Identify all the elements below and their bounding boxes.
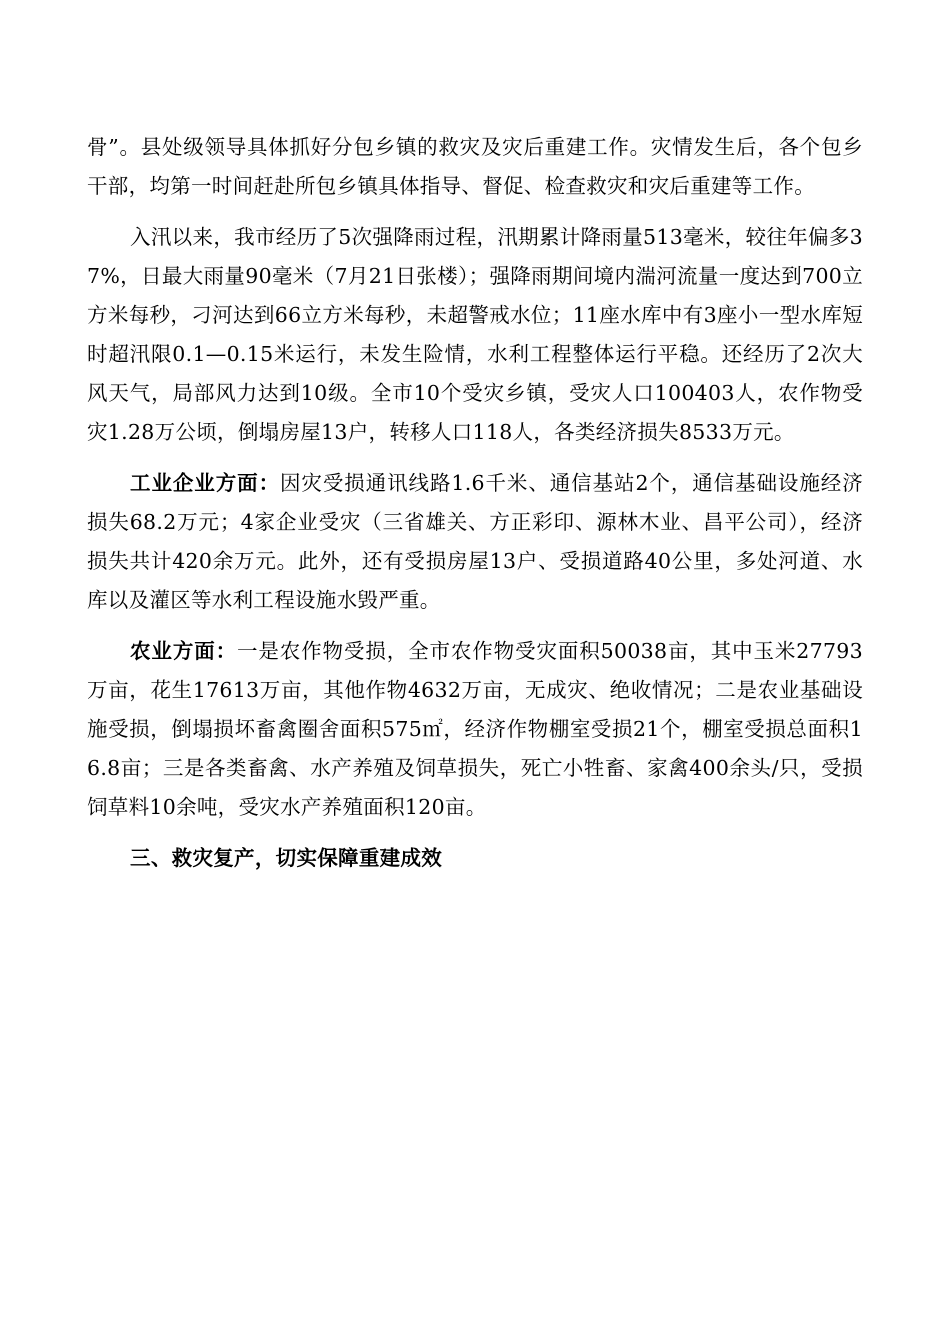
paragraph-rainfall-summary: 入汛以来，我市经历了5次强降雨过程，汛期累计降雨量513毫米，较往年偏多37%，日最大雨量90毫米（7月21日张楼）；强降雨期间境内湍河流量一度达到700立方米每秒，刁河达到66立方米每秒，未超警戒水位；11座水库中有3座小一型水库短时超汛限0.1—0.15米运行，未发生险情，水利工程整体运行平稳。还经历了2次大风天气，局部风力达到10级。全市10个受灾乡镇，受灾人口100403人，农作物受灾1.28万公顷，倒塌房屋13户，转移人口118人，各类经济损失8533万元。 [87,225,863,444]
agriculture-text: 一是农作物受损，全市农作物受灾面积50038亩，其中玉米27793万亩，花生17613万亩，其他作物4632万亩，无成灾、绝收情况；二是农业基础设施受损，倒塌损坏畜禽圈舍面积575㎡，经济作物棚室受损21个，棚室受损总面积16.8亩；三是各类畜禽、水产养殖及饲草损失，死亡小牲畜、家禽400余头/只，受损饲草料10余吨，受灾水产养殖面积120亩。 [87,639,863,819]
document-page [87,128,863,878]
paragraph-leadership: 骨”。县处级领导具体抓好分包乡镇的救灾及灾后重建工作。灾情发生后，各个包乡干部，均第一时间赶赴所包乡镇具体指导、督促、检查救灾和灾后重建等工作。 [87,135,863,198]
agriculture-label: 农业方面： [130,639,237,663]
industry-label: 工业企业方面： [130,471,280,495]
paragraph-industry [87,464,863,620]
section-heading: 三、救灾复产，切实保障重建成效 [130,846,443,870]
paragraph-agriculture [87,632,863,827]
industry-text: 因灾受损通讯线路1.6千米、通信基站2个，通信基础设施经济损失68.2万元；4家企业受灾（三省雄关、方正彩印、源林木业、昌平公司），经济损失共计420余万元。此外，还有受损房屋13户、受损道路40公里，多处河道、水库以及灌区等水利工程设施水毁严重。 [87,471,863,612]
